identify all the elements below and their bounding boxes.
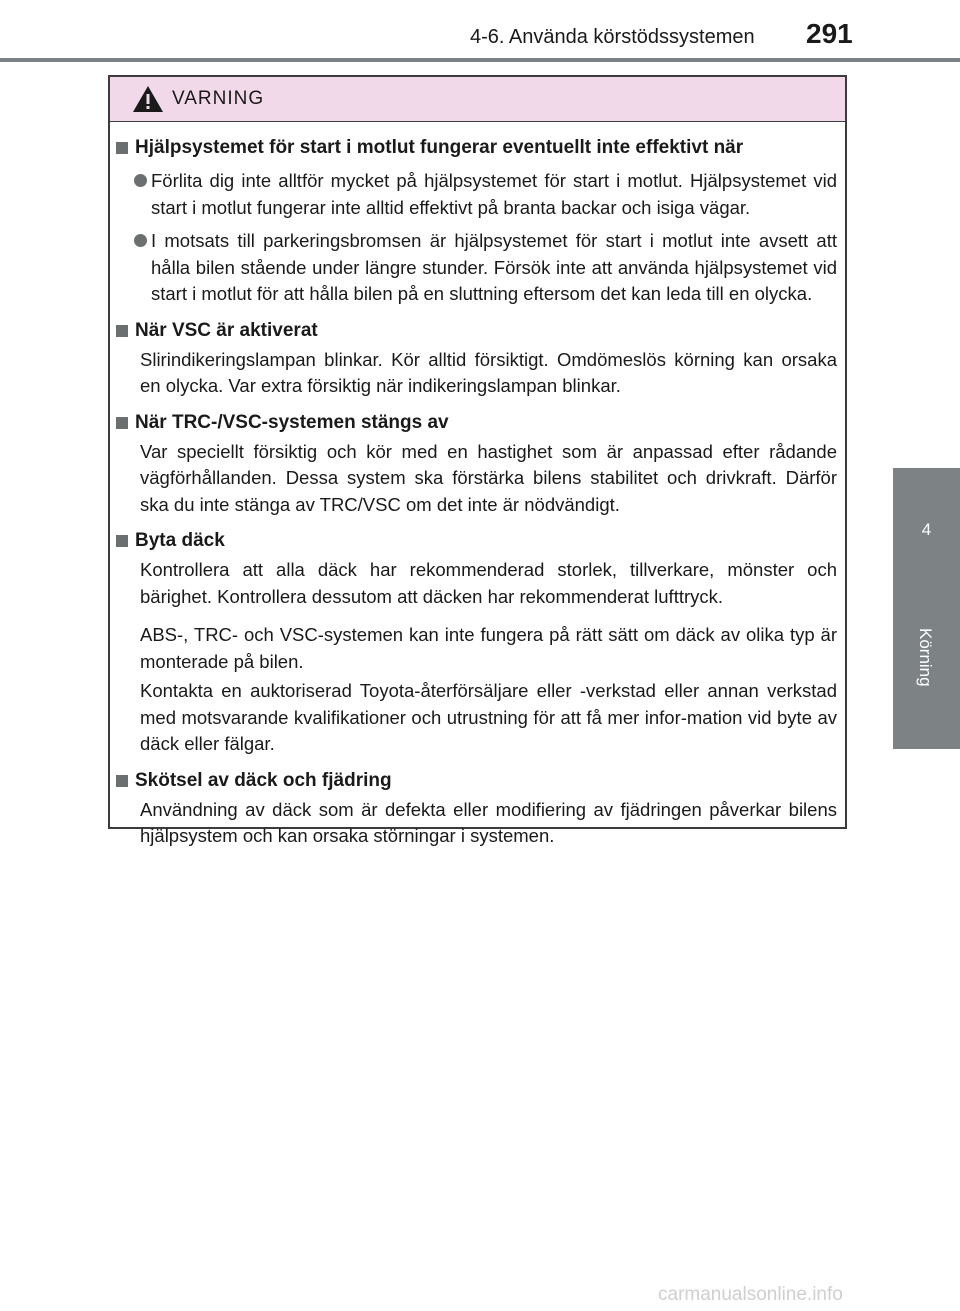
warning-header bbox=[110, 77, 845, 122]
paragraph: Slirindikeringslampan blinkar. Kör alltid försiktigt. Omdömeslös körning kan orsaka en olycka. Var extra försiktig när indikeringslampan blinkar. bbox=[140, 348, 837, 396]
warning-body bbox=[110, 122, 845, 850]
warning-section bbox=[116, 410, 837, 519]
page-number: 291 bbox=[806, 18, 853, 49]
list-item-text: I motsats till parkeringsbromsen är hjälpsystemet för start i motlut inte avsett att hålla bilen stående under längre stunder. Försök inte att använda hjälpsystemet vid start i motlut för att hålla bilen på en sluttning eftersom det kan leda till en olycka. bbox=[151, 230, 837, 304]
section-heading-text: När TRC-/VSC-systemen stängs av bbox=[135, 411, 449, 433]
header-rule bbox=[0, 58, 960, 62]
section-title: 4-6. Använda körstödssystemen bbox=[470, 26, 755, 48]
square-bullet-icon bbox=[116, 775, 128, 787]
paragraph: ABS-, TRC- och VSC-systemen kan inte fungera på rätt sätt om däck av olika typ är monterade på bilen. bbox=[140, 624, 837, 672]
list-item bbox=[116, 168, 837, 221]
warning-triangle-icon bbox=[132, 85, 164, 113]
square-bullet-icon bbox=[116, 535, 128, 547]
section-heading bbox=[116, 768, 837, 794]
round-bullet-icon bbox=[134, 174, 147, 187]
section-heading-text: Byta däck bbox=[135, 530, 225, 551]
chapter-tab bbox=[893, 468, 960, 749]
paragraph: Kontakta en auktoriserad Toyota-återförsäljare eller -verkstad eller annan verkstad med motsvarande kvalifikationer och utrustning för att få mer infor-mation vid byte av däck eller fälgar. bbox=[140, 680, 837, 754]
square-bullet-icon bbox=[116, 417, 128, 429]
warning-section bbox=[116, 768, 837, 850]
warning-box bbox=[108, 75, 847, 846]
warning-section bbox=[116, 135, 837, 308]
chapter-label-text: Körning bbox=[916, 628, 935, 687]
section-heading-text: Skötsel av däck och fjädring bbox=[135, 769, 392, 791]
list-item-text: Förlita dig inte alltför mycket på hjälpsystemet för start i motlut. Hjälpsystemet vid start i motlut fungerar inte alltid effektivt på branta backar och isiga vägar. bbox=[151, 170, 837, 218]
square-bullet-icon bbox=[116, 325, 128, 337]
section-heading bbox=[116, 135, 837, 161]
round-bullet-icon bbox=[134, 234, 147, 247]
paragraph: Kontrollera att alla däck har rekommenderad storlek, tillverkare, mönster och bärighet. Kontrollera dessutom att däcken har rekommenderat lufttryck. bbox=[140, 559, 837, 607]
warning-title: VARNING bbox=[172, 88, 265, 109]
section-heading bbox=[116, 318, 837, 344]
warning-section bbox=[116, 318, 837, 400]
section-heading bbox=[116, 528, 837, 554]
section-heading bbox=[116, 410, 837, 436]
section-heading-text: När VSC är aktiverat bbox=[135, 319, 318, 341]
chapter-label bbox=[893, 628, 960, 728]
paragraph: Användning av däck som är defekta eller modifiering av fjädringen påverkar bilens hjälpsystem och kan orsaka störningar i systemen. bbox=[140, 798, 837, 846]
watermark: carmanualsonline.info bbox=[658, 1284, 843, 1305]
paragraph: Var speciellt försiktig och kör med en hastighet som är anpassad efter rådande vägförhållanden. Dessa system ska förstärka bilens stabilitet och drivkraft. Därför ska du inte stänga av TRC/VSC om det inte är nödvändigt. bbox=[140, 440, 837, 515]
chapter-number: 4 bbox=[921, 520, 932, 539]
warning-section bbox=[116, 528, 837, 758]
square-bullet-icon bbox=[116, 142, 128, 154]
list-item bbox=[116, 228, 837, 308]
section-heading-text: Hjälpsystemet för start i motlut fungerar eventuellt inte effektivt när bbox=[135, 137, 744, 158]
